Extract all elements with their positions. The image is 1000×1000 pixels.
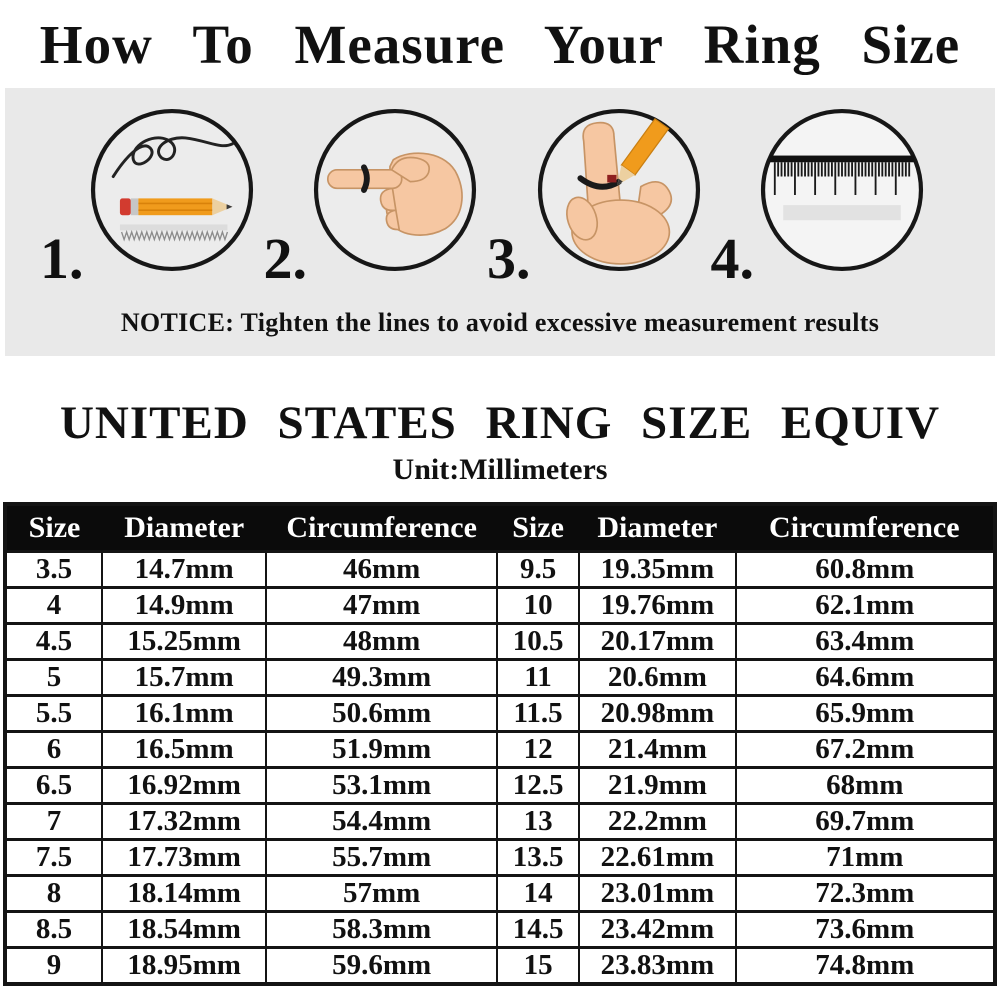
column-header: Size <box>497 504 579 551</box>
size-cell: 9.5 <box>497 551 579 587</box>
size-row <box>5 911 995 947</box>
size-cell: 55.7mm <box>266 839 497 875</box>
size-cell: 5 <box>5 659 102 695</box>
size-cell: 18.14mm <box>102 875 266 911</box>
size-cell: 49.3mm <box>266 659 497 695</box>
size-cell: 6.5 <box>5 767 102 803</box>
size-cell: 16.5mm <box>102 731 266 767</box>
size-row <box>5 623 995 659</box>
mark-string-with-pencil-icon <box>535 106 703 274</box>
size-cell: 12 <box>497 731 579 767</box>
size-cell: 57mm <box>266 875 497 911</box>
size-row <box>5 875 995 911</box>
size-cell: 15.25mm <box>102 623 266 659</box>
size-cell: 59.6mm <box>266 947 497 984</box>
header-row <box>5 504 995 551</box>
size-cell: 68mm <box>736 767 995 803</box>
size-cell: 23.01mm <box>579 875 735 911</box>
string-and-pencil-icon <box>88 106 256 274</box>
size-cell: 72.3mm <box>736 875 995 911</box>
size-cell: 73.6mm <box>736 911 995 947</box>
size-cell: 8 <box>5 875 102 911</box>
size-cell: 47mm <box>266 587 497 623</box>
size-cell: 22.2mm <box>579 803 735 839</box>
size-cell: 20.17mm <box>579 623 735 659</box>
size-cell: 54.4mm <box>266 803 497 839</box>
ring-size-table <box>3 502 997 986</box>
column-header: Size <box>5 504 102 551</box>
size-cell: 23.83mm <box>579 947 735 984</box>
size-cell: 64.6mm <box>736 659 995 695</box>
size-cell: 10.5 <box>497 623 579 659</box>
size-cell: 9 <box>5 947 102 984</box>
size-cell: 13.5 <box>497 839 579 875</box>
size-cell: 22.61mm <box>579 839 735 875</box>
size-cell: 17.73mm <box>102 839 266 875</box>
size-cell: 14.7mm <box>102 551 266 587</box>
size-cell: 50.6mm <box>266 695 497 731</box>
size-cell: 11 <box>497 659 579 695</box>
size-cell: 15 <box>497 947 579 984</box>
size-cell: 14.5 <box>497 911 579 947</box>
page-title: How To Measure Your Ring Size <box>39 13 961 75</box>
size-cell: 14 <box>497 875 579 911</box>
size-cell: 13 <box>497 803 579 839</box>
section-heading: UNITED STATES RING SIZE EQUIV <box>59 397 941 449</box>
size-cell: 60.8mm <box>736 551 995 587</box>
size-row <box>5 659 995 695</box>
size-cell: 21.4mm <box>579 731 735 767</box>
size-cell: 15.7mm <box>102 659 266 695</box>
size-cell: 67.2mm <box>736 731 995 767</box>
size-cell: 18.54mm <box>102 911 266 947</box>
size-cell: 63.4mm <box>736 623 995 659</box>
column-header: Circumference <box>266 504 497 551</box>
size-cell: 19.76mm <box>579 587 735 623</box>
step-3-number: 3. <box>487 226 531 291</box>
size-cell: 65.9mm <box>736 695 995 731</box>
size-cell: 7 <box>5 803 102 839</box>
size-cell: 10 <box>497 587 579 623</box>
unit-label: Unit:Millimeters <box>392 453 608 486</box>
size-cell: 3.5 <box>5 551 102 587</box>
size-row <box>5 839 995 875</box>
size-cell: 48mm <box>266 623 497 659</box>
step-2-number: 2. <box>263 226 307 291</box>
size-row <box>5 731 995 767</box>
size-row <box>5 587 995 623</box>
size-row <box>5 767 995 803</box>
size-cell: 17.32mm <box>102 803 266 839</box>
size-row <box>5 695 995 731</box>
notice-text: NOTICE: Tighten the lines to avoid excessive measurement results <box>120 308 880 337</box>
step-4-number: 4. <box>710 226 754 291</box>
size-cell: 74.8mm <box>736 947 995 984</box>
size-row <box>5 947 995 984</box>
size-cell: 14.9mm <box>102 587 266 623</box>
steps-row <box>5 106 995 291</box>
size-cell: 71mm <box>736 839 995 875</box>
size-cell: 8.5 <box>5 911 102 947</box>
size-row <box>5 803 995 839</box>
size-row <box>5 551 995 587</box>
table-body <box>5 551 995 984</box>
size-cell: 20.98mm <box>579 695 735 731</box>
size-cell: 4 <box>5 587 102 623</box>
size-cell: 12.5 <box>497 767 579 803</box>
size-cell: 11.5 <box>497 695 579 731</box>
ruler-icon <box>758 106 926 274</box>
column-header: Diameter <box>102 504 266 551</box>
column-header: Diameter <box>579 504 735 551</box>
size-cell: 69.7mm <box>736 803 995 839</box>
size-cell: 19.35mm <box>579 551 735 587</box>
size-cell: 46mm <box>266 551 497 587</box>
size-cell: 16.1mm <box>102 695 266 731</box>
size-cell: 53.1mm <box>266 767 497 803</box>
size-cell: 5.5 <box>5 695 102 731</box>
size-cell: 18.95mm <box>102 947 266 984</box>
column-header: Circumference <box>736 504 995 551</box>
size-cell: 6 <box>5 731 102 767</box>
size-cell: 16.92mm <box>102 767 266 803</box>
string-on-finger-icon <box>311 106 479 274</box>
size-cell: 23.42mm <box>579 911 735 947</box>
size-cell: 62.1mm <box>736 587 995 623</box>
size-cell: 4.5 <box>5 623 102 659</box>
size-cell: 21.9mm <box>579 767 735 803</box>
size-cell: 58.3mm <box>266 911 497 947</box>
size-cell: 7.5 <box>5 839 102 875</box>
size-cell: 20.6mm <box>579 659 735 695</box>
steps-panel <box>5 88 995 356</box>
step-1-number: 1. <box>40 226 84 291</box>
size-cell: 51.9mm <box>266 731 497 767</box>
